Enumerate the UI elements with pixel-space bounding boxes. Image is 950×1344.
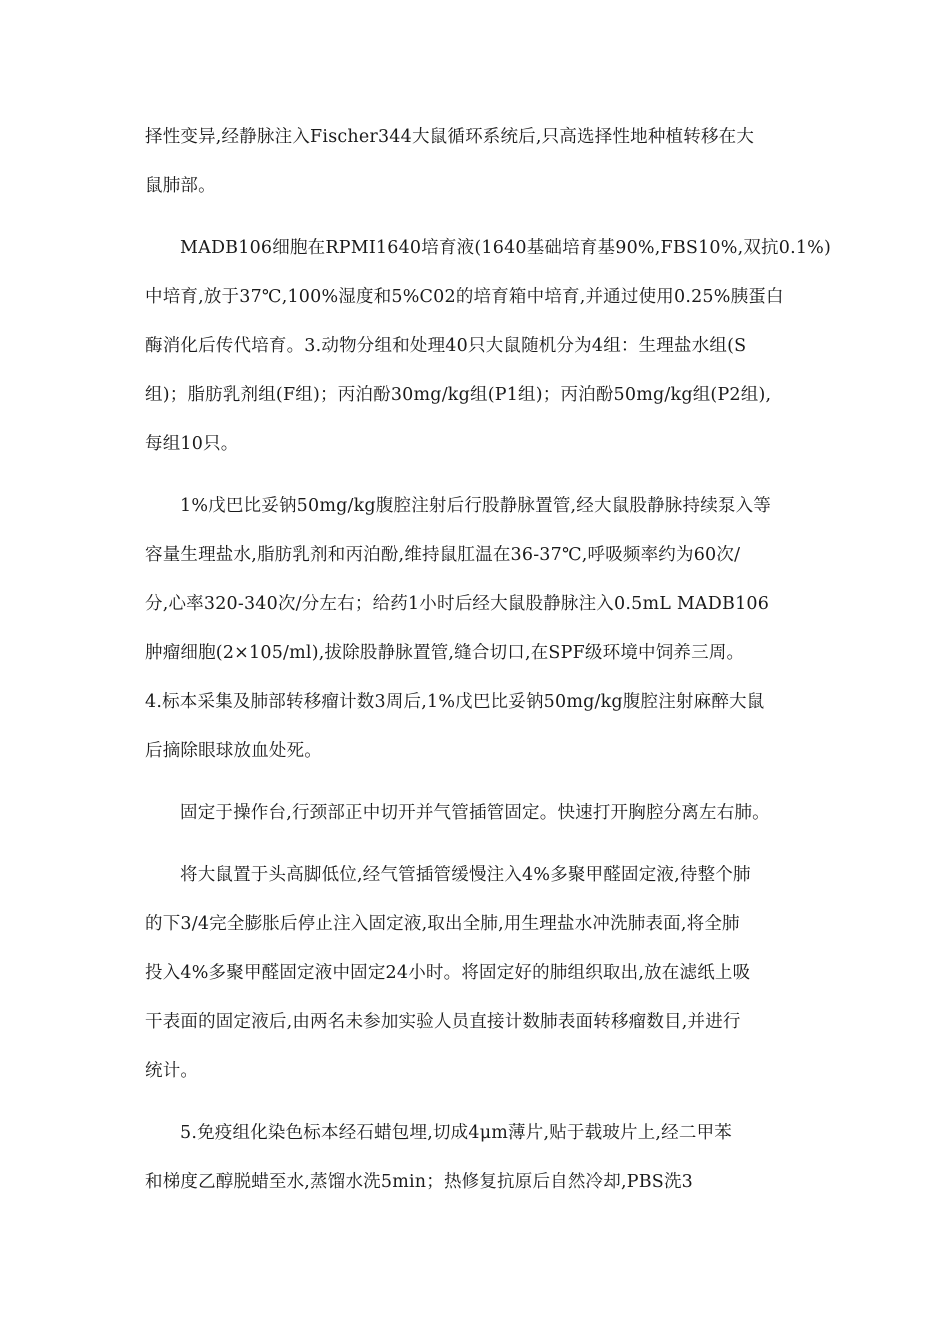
text-line: 分,心率320-340次/分左右；给药1小时后经大鼠股静脉注入0.5mL MADB106	[145, 594, 770, 614]
text-line: 1%戊巴比妥钠50mg/kg腹腔注射后行股静脉置管,经大鼠股静脉持续泵入等	[180, 496, 771, 516]
text-line: 每组10只。	[145, 434, 239, 454]
text-line: 将大鼠置于头高脚低位,经气管插管缓慢注入4%多聚甲醛固定液,待整个肺	[180, 865, 751, 885]
text-line: 择性变异,经静脉注入Fischer344大鼠循环系统后,只高选择性地种植转移在大	[145, 127, 755, 147]
text-line: 和梯度乙醇脱蜡至水,蒸馏水洗5min；热修复抗原后自然冷却,PBS洗3	[145, 1172, 693, 1192]
text-line: 鼠肺部。	[145, 176, 216, 196]
text-line: 统计。	[145, 1061, 199, 1081]
text-line: 肿瘤细胞(2×105/ml),拔除股静脉置管,缝合切口,在SPF级环境中饲养三周。	[145, 643, 745, 663]
text-line: 5.免疫组化染色标本经石蜡包埋,切成4μm薄片,贴于载玻片上,经二甲苯	[180, 1123, 732, 1143]
text-line: 后摘除眼球放血处死。	[145, 741, 322, 761]
text-line: MADB106细胞在RPMI1640培育液(1640基础培育基90%,FBS10%,双抗0.1%)	[180, 238, 832, 258]
text-line: 酶消化后传代培育。3.动物分组和处理40只大鼠随机分为4组：生理盐水组(S	[145, 336, 747, 356]
text-line: 容量生理盐水,脂肪乳剂和丙泊酚,维持鼠肛温在36-37℃,呼吸频率约为60次/	[145, 545, 741, 565]
text-line: 组)；脂肪乳剂组(F组)；丙泊酚30mg/kg组(P1组)；丙泊酚50mg/kg组(P2组),	[145, 385, 772, 405]
text-line: 4.标本采集及肺部转移瘤计数3周后,1%戊巴比妥钠50mg/kg腹腔注射麻醉大鼠	[145, 692, 765, 712]
text-line: 固定于操作台,行颈部正中切开并气管插管固定。快速打开胸腔分离左右肺。	[180, 803, 770, 823]
text-line: 中培育,放于37℃,100%湿度和5%C02的培育箱中培育,并通过使用0.25%胰蛋白	[145, 287, 784, 307]
text-line: 的下3/4完全膨胀后停止注入固定液,取出全肺,用生理盐水冲洗肺表面,将全肺	[145, 914, 740, 934]
text-line: 干表面的固定液后,由两名未参加实验人员直接计数肺表面转移瘤数目,并进行	[145, 1012, 741, 1032]
text-line: 投入4%多聚甲醛固定液中固定24小时。将固定好的肺组织取出,放在滤纸上吸	[145, 963, 751, 983]
